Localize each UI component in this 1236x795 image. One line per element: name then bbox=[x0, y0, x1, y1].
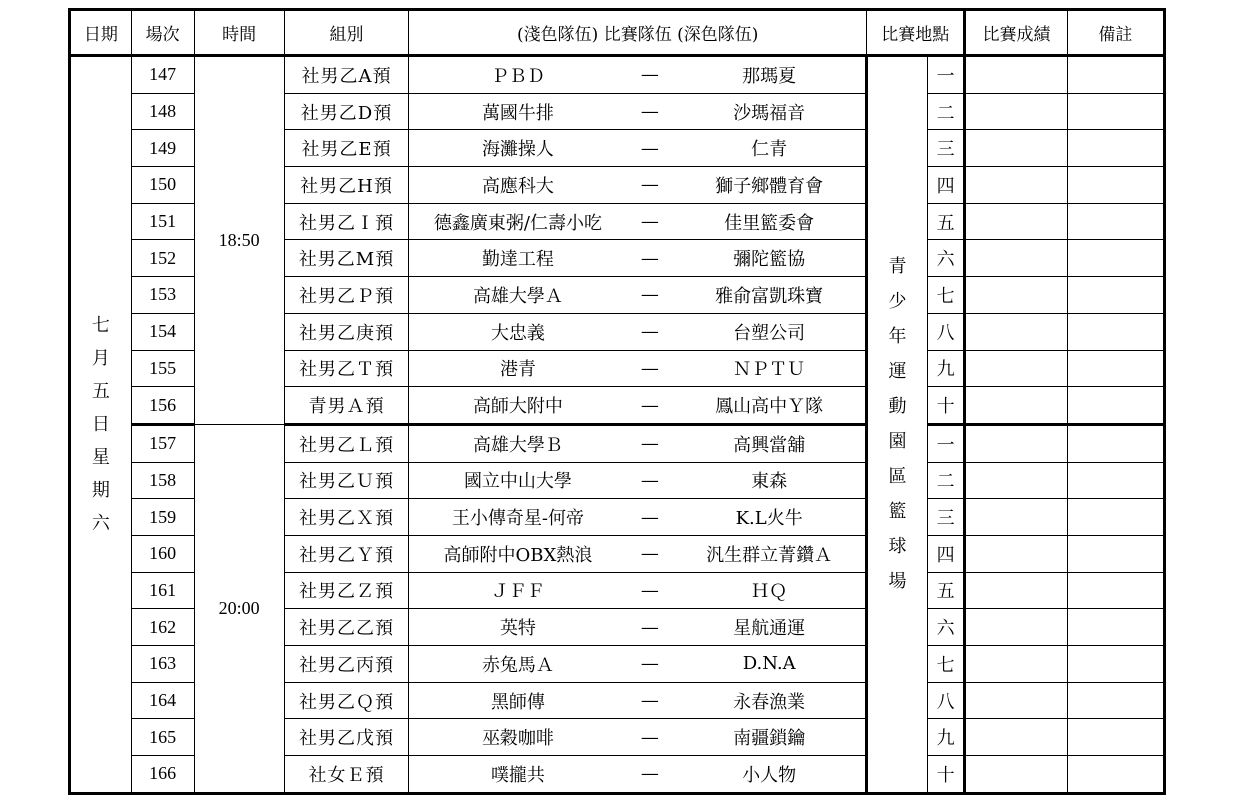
venue-char: 區 bbox=[888, 466, 907, 488]
venue-char: 少 bbox=[888, 291, 907, 313]
result-cell[interactable] bbox=[965, 609, 1067, 646]
dark-team: 那瑪夏 bbox=[673, 56, 866, 94]
court-number: 六 bbox=[927, 609, 964, 646]
schedule-table bbox=[68, 8, 1166, 795]
result-cell[interactable] bbox=[965, 462, 1067, 499]
group-cell: 社男乙Ｉ預 bbox=[284, 203, 409, 240]
remark-cell[interactable] bbox=[1067, 387, 1164, 425]
light-team: 高師附中OBX熱浪 bbox=[409, 535, 627, 572]
versus-dash: — bbox=[627, 462, 674, 499]
light-team: 英特 bbox=[409, 609, 627, 646]
venue-char: 園 bbox=[888, 431, 907, 453]
light-team: 赤兔馬Ａ bbox=[409, 646, 627, 683]
light-team: 大忠義 bbox=[409, 313, 627, 350]
dark-team: 高興當舖 bbox=[673, 424, 866, 462]
result-cell[interactable] bbox=[965, 277, 1067, 314]
result-cell[interactable] bbox=[965, 682, 1067, 719]
venue-char: 運 bbox=[888, 361, 907, 383]
header-date: 日期 bbox=[70, 10, 132, 56]
date-char: 月 bbox=[91, 347, 110, 369]
match-number: 159 bbox=[131, 499, 194, 536]
result-cell[interactable] bbox=[965, 719, 1067, 756]
result-cell[interactable] bbox=[965, 93, 1067, 130]
light-team: 黑師傳 bbox=[409, 682, 627, 719]
versus-dash: — bbox=[627, 387, 674, 425]
remark-cell[interactable] bbox=[1067, 646, 1164, 683]
versus-dash: — bbox=[627, 93, 674, 130]
match-number: 150 bbox=[131, 167, 194, 204]
remark-cell[interactable] bbox=[1067, 682, 1164, 719]
court-number: 九 bbox=[927, 350, 964, 387]
dark-team: 仁青 bbox=[673, 130, 866, 167]
result-cell[interactable] bbox=[965, 499, 1067, 536]
remark-cell[interactable] bbox=[1067, 609, 1164, 646]
venue-char: 動 bbox=[888, 396, 907, 418]
venue-char: 球 bbox=[888, 536, 907, 558]
remark-cell[interactable] bbox=[1067, 756, 1164, 794]
dark-team: 雅俞富凱珠寶 bbox=[673, 277, 866, 314]
group-cell: 社男乙H預 bbox=[284, 167, 409, 204]
versus-dash: — bbox=[627, 313, 674, 350]
dark-team: ＨＱ bbox=[673, 572, 866, 609]
result-cell[interactable] bbox=[965, 240, 1067, 277]
light-team: 勤達工程 bbox=[409, 240, 627, 277]
match-number: 163 bbox=[131, 646, 194, 683]
header-row bbox=[70, 10, 1165, 56]
court-number: 七 bbox=[927, 646, 964, 683]
dark-team: 獅子鄉體育會 bbox=[673, 167, 866, 204]
header-result: 比賽成績 bbox=[965, 10, 1067, 56]
match-number: 166 bbox=[131, 756, 194, 794]
time-slot: 18:50 bbox=[194, 56, 284, 425]
date-cell bbox=[70, 56, 132, 794]
remark-cell[interactable] bbox=[1067, 350, 1164, 387]
venue-char: 籃 bbox=[888, 501, 907, 523]
result-cell[interactable] bbox=[965, 203, 1067, 240]
versus-dash: — bbox=[627, 240, 674, 277]
result-cell[interactable] bbox=[965, 535, 1067, 572]
match-number: 158 bbox=[131, 462, 194, 499]
dark-team: 南疆鎖鑰 bbox=[673, 719, 866, 756]
venue-char: 青 bbox=[888, 256, 907, 278]
result-cell[interactable] bbox=[965, 424, 1067, 462]
dark-team: 東森 bbox=[673, 462, 866, 499]
versus-dash: — bbox=[627, 167, 674, 204]
dark-team: 鳳山高中Ｙ隊 bbox=[673, 387, 866, 425]
result-cell[interactable] bbox=[965, 56, 1067, 94]
versus-dash: — bbox=[627, 350, 674, 387]
remark-cell[interactable] bbox=[1067, 572, 1164, 609]
group-cell: 社男乙E預 bbox=[284, 130, 409, 167]
group-cell: 社男乙Ｙ預 bbox=[284, 535, 409, 572]
match-number: 153 bbox=[131, 277, 194, 314]
remark-cell[interactable] bbox=[1067, 93, 1164, 130]
versus-dash: — bbox=[627, 682, 674, 719]
remark-cell[interactable] bbox=[1067, 499, 1164, 536]
dark-team: 小人物 bbox=[673, 756, 866, 794]
header-group: 組別 bbox=[284, 10, 409, 56]
remark-cell[interactable] bbox=[1067, 240, 1164, 277]
group-cell: 社男乙A預 bbox=[284, 56, 409, 94]
header-teams: (淺色隊伍) 比賽隊伍 (深色隊伍) bbox=[409, 10, 867, 56]
group-cell: 青男Ａ預 bbox=[284, 387, 409, 425]
court-number: 二 bbox=[927, 462, 964, 499]
court-number: 一 bbox=[927, 424, 964, 462]
group-cell: 社男乙丙預 bbox=[284, 646, 409, 683]
result-cell[interactable] bbox=[965, 350, 1067, 387]
light-team: 巫穀咖啡 bbox=[409, 719, 627, 756]
remark-cell[interactable] bbox=[1067, 56, 1164, 94]
match-number: 162 bbox=[131, 609, 194, 646]
group-cell: 社男乙Ｚ預 bbox=[284, 572, 409, 609]
result-cell[interactable] bbox=[965, 756, 1067, 794]
match-number: 161 bbox=[131, 572, 194, 609]
match-number: 164 bbox=[131, 682, 194, 719]
light-team: 高應科大 bbox=[409, 167, 627, 204]
group-cell: 社男乙D預 bbox=[284, 93, 409, 130]
group-cell: 社男乙Ｘ預 bbox=[284, 499, 409, 536]
dark-team: D.N.A bbox=[673, 646, 866, 683]
match-number: 149 bbox=[131, 130, 194, 167]
table-row bbox=[70, 424, 1165, 462]
remark-cell[interactable] bbox=[1067, 462, 1164, 499]
remark-cell[interactable] bbox=[1067, 313, 1164, 350]
light-team: 高雄大學Ｂ bbox=[409, 424, 627, 462]
match-number: 154 bbox=[131, 313, 194, 350]
group-cell: 社男乙乙預 bbox=[284, 609, 409, 646]
result-cell[interactable] bbox=[965, 167, 1067, 204]
match-number: 152 bbox=[131, 240, 194, 277]
remark-cell[interactable] bbox=[1067, 424, 1164, 462]
dark-team: 佳里籃委會 bbox=[673, 203, 866, 240]
match-number: 160 bbox=[131, 535, 194, 572]
group-cell: 社男乙Ｌ預 bbox=[284, 424, 409, 462]
time-slot: 20:00 bbox=[194, 424, 284, 793]
versus-dash: — bbox=[627, 130, 674, 167]
result-cell[interactable] bbox=[965, 387, 1067, 425]
dark-team: 永春漁業 bbox=[673, 682, 866, 719]
group-cell: 社男乙庚預 bbox=[284, 313, 409, 350]
court-number: 三 bbox=[927, 499, 964, 536]
remark-cell[interactable] bbox=[1067, 719, 1164, 756]
light-team: ＪＦＦ bbox=[409, 572, 627, 609]
light-team: 萬國牛排 bbox=[409, 93, 627, 130]
dark-team: 彌陀籃協 bbox=[673, 240, 866, 277]
versus-dash: — bbox=[627, 572, 674, 609]
dark-team: K.L火牛 bbox=[673, 499, 866, 536]
match-number: 165 bbox=[131, 719, 194, 756]
versus-dash: — bbox=[627, 424, 674, 462]
court-number: 四 bbox=[927, 535, 964, 572]
dark-team: ＮＰＴＵ bbox=[673, 350, 866, 387]
date-char: 期 bbox=[91, 479, 110, 501]
match-number: 148 bbox=[131, 93, 194, 130]
result-cell[interactable] bbox=[965, 313, 1067, 350]
dark-team: 汎生群立菁鑽Ａ bbox=[673, 535, 866, 572]
match-number: 155 bbox=[131, 350, 194, 387]
versus-dash: — bbox=[627, 499, 674, 536]
remark-cell[interactable] bbox=[1067, 203, 1164, 240]
venue-char: 年 bbox=[888, 326, 907, 348]
header-match: 場次 bbox=[131, 10, 194, 56]
date-char: 七 bbox=[91, 314, 110, 336]
light-team: 港青 bbox=[409, 350, 627, 387]
venue-cell bbox=[867, 56, 928, 794]
group-cell: 社男乙Ｐ預 bbox=[284, 277, 409, 314]
versus-dash: — bbox=[627, 56, 674, 94]
match-number: 157 bbox=[131, 424, 194, 462]
dark-team: 星航通運 bbox=[673, 609, 866, 646]
versus-dash: — bbox=[627, 756, 674, 794]
court-number: 六 bbox=[927, 240, 964, 277]
versus-dash: — bbox=[627, 719, 674, 756]
dark-team: 沙瑪福音 bbox=[673, 93, 866, 130]
group-cell: 社女Ｅ預 bbox=[284, 756, 409, 794]
remark-cell[interactable] bbox=[1067, 277, 1164, 314]
court-number: 一 bbox=[927, 56, 964, 94]
versus-dash: — bbox=[627, 535, 674, 572]
court-number: 五 bbox=[927, 572, 964, 609]
court-number: 七 bbox=[927, 277, 964, 314]
result-cell[interactable] bbox=[965, 646, 1067, 683]
result-cell[interactable] bbox=[965, 130, 1067, 167]
court-number: 八 bbox=[927, 682, 964, 719]
result-cell[interactable] bbox=[965, 572, 1067, 609]
remark-cell[interactable] bbox=[1067, 535, 1164, 572]
light-team: 國立中山大學 bbox=[409, 462, 627, 499]
light-team: 高師大附中 bbox=[409, 387, 627, 425]
remark-cell[interactable] bbox=[1067, 167, 1164, 204]
header-time: 時間 bbox=[194, 10, 284, 56]
versus-dash: — bbox=[627, 609, 674, 646]
court-number: 十 bbox=[927, 756, 964, 794]
header-remark: 備註 bbox=[1067, 10, 1164, 56]
table-row bbox=[70, 56, 1165, 94]
court-number: 二 bbox=[927, 93, 964, 130]
light-team: 德鑫廣東粥/仁壽小吃 bbox=[409, 203, 627, 240]
match-number: 156 bbox=[131, 387, 194, 425]
group-cell: 社男乙Ｔ預 bbox=[284, 350, 409, 387]
date-char: 星 bbox=[91, 446, 110, 468]
group-cell: 社男乙戊預 bbox=[284, 719, 409, 756]
group-cell: 社男乙M預 bbox=[284, 240, 409, 277]
versus-dash: — bbox=[627, 646, 674, 683]
light-team: 海灘操人 bbox=[409, 130, 627, 167]
venue-char: 場 bbox=[888, 571, 907, 593]
date-char: 五 bbox=[91, 380, 110, 402]
dark-team: 台塑公司 bbox=[673, 313, 866, 350]
date-char: 六 bbox=[91, 512, 110, 534]
header-venue: 比賽地點 bbox=[867, 10, 965, 56]
group-cell: 社男乙Ｕ預 bbox=[284, 462, 409, 499]
court-number: 五 bbox=[927, 203, 964, 240]
court-number: 四 bbox=[927, 167, 964, 204]
court-number: 八 bbox=[927, 313, 964, 350]
light-team: 王小傳奇星-何帝 bbox=[409, 499, 627, 536]
court-number: 九 bbox=[927, 719, 964, 756]
match-number: 151 bbox=[131, 203, 194, 240]
versus-dash: — bbox=[627, 277, 674, 314]
light-team: 噗攏共 bbox=[409, 756, 627, 794]
remark-cell[interactable] bbox=[1067, 130, 1164, 167]
court-number: 三 bbox=[927, 130, 964, 167]
light-team: ＰＢＤ bbox=[409, 56, 627, 94]
date-char: 日 bbox=[91, 413, 110, 435]
light-team: 高雄大學Ａ bbox=[409, 277, 627, 314]
group-cell: 社男乙Ｑ預 bbox=[284, 682, 409, 719]
versus-dash: — bbox=[627, 203, 674, 240]
court-number: 十 bbox=[927, 387, 964, 425]
match-number: 147 bbox=[131, 56, 194, 94]
